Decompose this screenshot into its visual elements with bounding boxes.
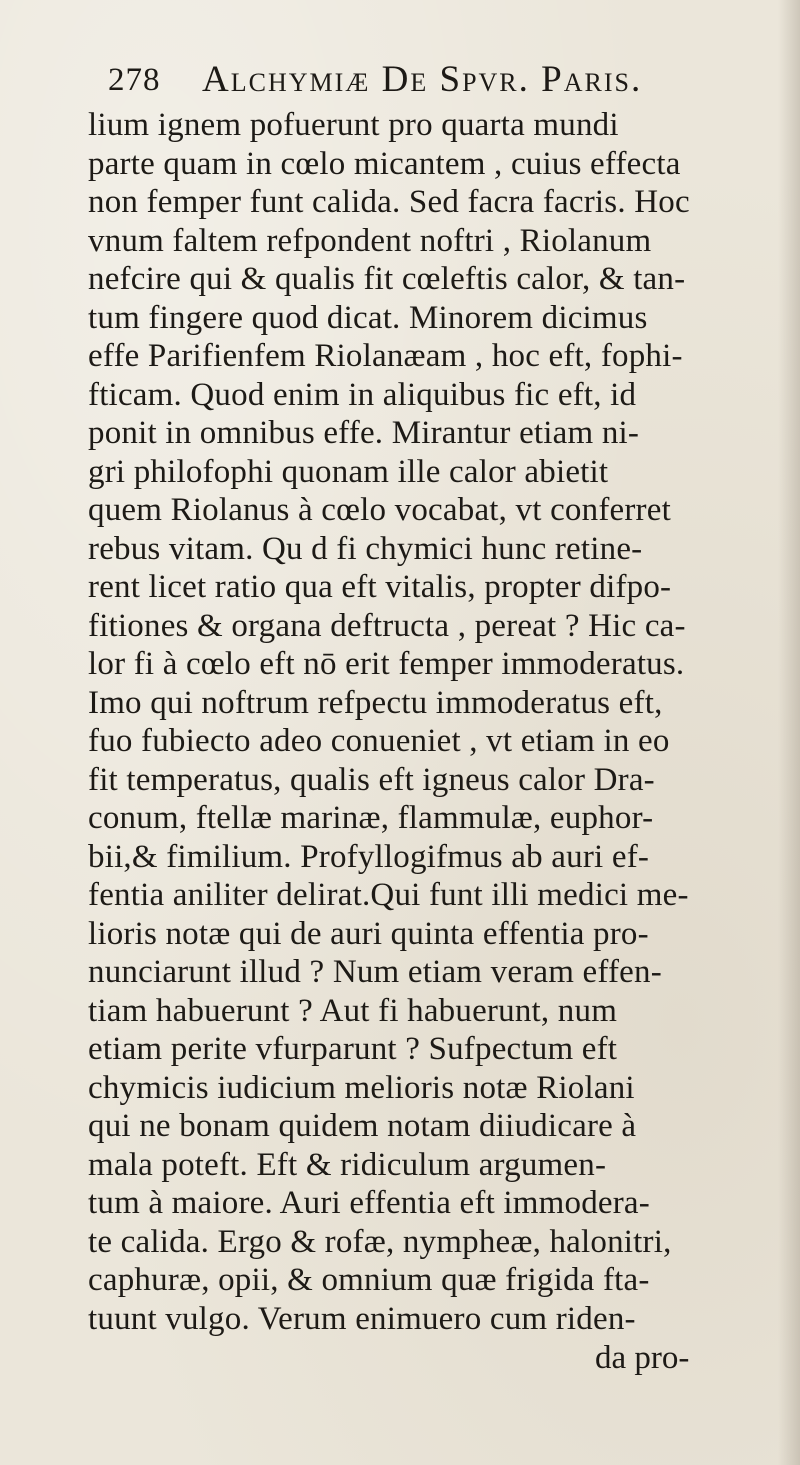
text-line: fitiones & organa deftructa , pereat ? Hic ca-	[88, 607, 686, 644]
text-line: qui ne bonam quidem notam diiudicare à	[88, 1108, 637, 1144]
text-line: tum à maiore. Auri effentia eft immodera-	[88, 1185, 650, 1221]
text-line: parte quam in cœlo micantem , cuius effecta	[88, 145, 681, 182]
page-number: 278	[108, 62, 161, 98]
text-line: effe Parifienfem Riolanæam , hoc eft, fophi-	[88, 338, 683, 374]
text-line: mala poteft. Eft & ridiculum argumen-	[88, 1146, 607, 1183]
text-line: fticam. Quod enim in aliquibus fic eft, id	[88, 376, 637, 413]
text-line: quem Riolanus à cœlo vocabat, vt conferret	[88, 492, 671, 528]
running-title: Alchymiæ De Spvr. Paris.	[202, 59, 643, 100]
text-line: Imo qui noftrum refpectu immoderatus eft,	[88, 684, 663, 721]
text-line: ponit in omnibus effe. Mirantur etiam ni-	[88, 415, 640, 451]
text-line: tiam habuerunt ? Aut fi habuerunt, num	[88, 992, 618, 1029]
text-line: nunciarunt illud ? Num etiam veram effen-	[88, 954, 662, 990]
text-line: vnum faltem refpondent noftri , Riolanum	[88, 222, 652, 259]
text-line: fit temperatus, qualis eft igneus calor Dra-	[88, 761, 655, 798]
page-header	[108, 58, 708, 102]
text-line: conum, ftellæ marinæ, flammulæ, euphor-	[88, 800, 654, 836]
text-line: tum fingere quod dicat. Minorem dicimus	[88, 299, 648, 336]
text-line: rebus vitam. Qu d fi chymici hunc retine-	[88, 530, 643, 567]
text-line: lioris notæ qui de auri quinta effentia pro-	[88, 915, 649, 952]
text-line: nefcire qui & qualis fit cœleftis calor, & tan-	[88, 261, 686, 297]
text-line: bii,& fimilium. Profyllogifmus ab auri ef-	[88, 838, 650, 875]
text-line: caphuræ, opii, & omnium quæ frigida fta-	[88, 1262, 650, 1298]
text-line: chymicis iudicium melioris notæ Riolani	[88, 1069, 635, 1106]
text-line: gri philofophi quonam ille calor abietit	[88, 453, 609, 490]
text-line: fuo fubiecto adeo conueniet , vt etiam in eo	[88, 723, 670, 759]
body-text	[88, 106, 788, 1338]
text-line: non femper funt calida. Sed facra facris. Hoc	[88, 184, 690, 220]
text-line: rent licet ratio qua eft vitalis, propter difpo-	[88, 569, 672, 605]
catchword: da pro-	[595, 1340, 690, 1376]
text-line: etiam perite vfurparunt ? Sufpectum eft	[88, 1031, 618, 1067]
text-line: fentia aniliter delirat.Qui funt illi medici me-	[88, 877, 689, 913]
text-line: te calida. Ergo & rofæ, nympheæ, halonitri,	[88, 1223, 672, 1260]
text-line: lium ignem pofuerunt pro quarta mundi	[88, 107, 619, 143]
text-line: tuunt vulgo. Verum enimuero cum riden-	[88, 1300, 636, 1337]
text-line: lor fi à cœlo eft nō erit femper immoderatus.	[88, 646, 685, 682]
